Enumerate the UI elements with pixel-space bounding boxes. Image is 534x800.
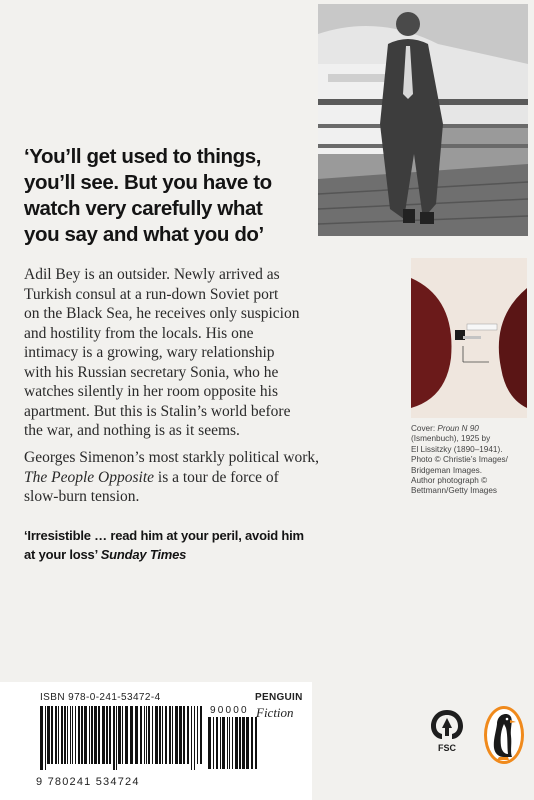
credit-line: El Lissitzky (1890–1941).	[411, 444, 503, 454]
credit-line	[411, 424, 531, 434]
quote-line: watch very carefully what	[24, 197, 263, 220]
review-source: Sunday Times	[100, 547, 187, 562]
blurb-line: Georges Simenon’s most starkly political work,	[24, 449, 320, 466]
credit-line: Author photograph ©	[411, 476, 488, 486]
artwork-title: Proun N 90	[437, 424, 479, 433]
review-line: ‘Irresistible … read him at your peril, avoid him	[24, 528, 304, 543]
blurb-line: slow-burn tension.	[24, 488, 140, 505]
barcode-addon-digits: 90000	[210, 705, 249, 716]
isbn-label: ISBN 978-0-241-53472-4	[40, 692, 161, 703]
blurb-fragment: is a tour de force of	[154, 468, 279, 486]
blurb-line: and hostility from the locals. His one	[24, 324, 254, 342]
fsc-label: FSC	[438, 743, 456, 753]
blurb-line: watches silently in her room opposite his	[24, 383, 278, 400]
book-category: Fiction	[256, 705, 294, 720]
fsc-logo-icon	[428, 706, 466, 754]
blurb-line	[24, 468, 324, 488]
quote-line: you say and what you do’	[24, 223, 264, 246]
pull-quote	[24, 144, 314, 248]
blurb-line: Adil Bey is an outsider. Newly arrived as	[24, 266, 280, 283]
blurb-line: intimacy is a growing, wary relationship	[24, 344, 275, 361]
credit-line: (Ismenbuch), 1925 by	[411, 434, 491, 444]
blurb-line: Turkish consul at a run-down Soviet port	[24, 285, 279, 303]
image-credits	[411, 424, 531, 497]
quote-line: ‘You’ll get used to things,	[24, 145, 262, 168]
credit-prefix: Cover:	[411, 424, 438, 433]
blurb-line: apartment. But this is Stalin’s world before	[24, 402, 291, 420]
cover-artwork-thumbnail	[411, 258, 527, 418]
book-title: The People Opposite	[24, 468, 155, 486]
review-quote	[24, 526, 324, 564]
publisher-name: PENGUIN	[255, 692, 303, 703]
barcode-digits: 9 780241 534724	[36, 776, 140, 788]
blurb-line: the war, and nothing is as it seems.	[24, 422, 240, 439]
penguin-logo-icon	[482, 704, 526, 766]
blurb-paragraph	[24, 265, 314, 441]
credit-line: Bettmann/Getty Images	[411, 486, 498, 496]
blurb-line: with his Russian secretary Sonia, who he	[24, 363, 279, 381]
blurb-paragraph-2	[24, 448, 324, 507]
credit-line: Photo © Christie’s Images/	[411, 455, 508, 465]
review-line	[24, 545, 324, 564]
credit-line: Bridgeman Images.	[411, 465, 482, 475]
review-fragment: at your loss’	[24, 547, 101, 562]
blurb-line: on the Black Sea, he receives only suspicion	[24, 305, 300, 322]
author-photograph	[318, 4, 528, 236]
barcode-icon	[40, 706, 206, 770]
quote-line: you’ll see. But you have to	[24, 171, 272, 194]
barcode-addon-icon	[208, 717, 258, 769]
